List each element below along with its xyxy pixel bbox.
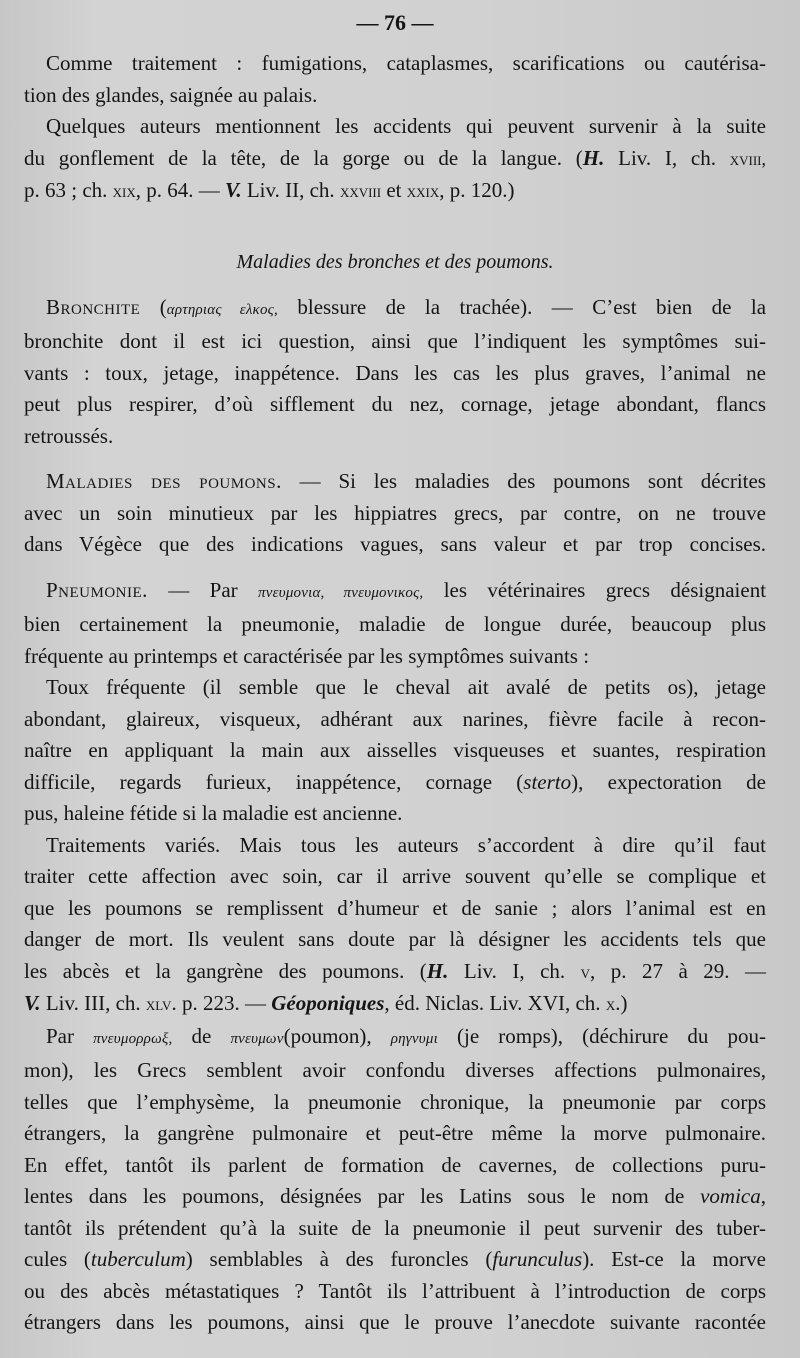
text-line: traiter cette affection avec soin, car il arrive souvent qu’elle se complique et <box>24 864 766 888</box>
text-line: retroussés. <box>24 423 114 448</box>
roman-numeral: v <box>580 961 591 982</box>
text-line <box>46 1021 766 1056</box>
text-fragment: , <box>760 1184 766 1208</box>
paragraph-pneumorrhoix <box>24 1021 766 1056</box>
text-line: bien certainement la pneumonie, maladie de longue durée, beaucoup plus <box>24 612 766 636</box>
text-fragment: cules ( <box>24 1247 91 1271</box>
text-line <box>24 1244 766 1276</box>
text-fragment: . p. 223. — <box>171 991 272 1015</box>
paragraph-traitements-cont <box>24 861 766 1021</box>
latin-term: tuberculum <box>90 1247 186 1271</box>
paragraph-maladies-poumons <box>24 466 766 498</box>
text-fragment: — Par <box>168 577 238 602</box>
paragraph-pneumonie-cont <box>24 609 766 672</box>
text-fragment: .) <box>615 991 628 1015</box>
text-fragment: (je romps), (déchirure du pou- <box>457 1023 766 1048</box>
text-line: fréquente au printemps et caractérisée par les symptômes suivants : <box>24 643 590 668</box>
greek-term: πνευμορρωξ, <box>93 1030 173 1047</box>
text-line: En effet, tantôt ils parlent de formation de cavernes, de collections puru- <box>24 1152 766 1177</box>
text-fragment: blessure de la trachée). — C’est bien de la <box>297 294 767 319</box>
text-line: peut plus respirer, d’où sifflement du nez, cornage, jetage abondant, flancs <box>24 392 766 416</box>
section-title: Maladies des bronches et des poumons. <box>236 250 554 273</box>
roman-numeral: x <box>605 994 616 1014</box>
text-line: tantôt ils prétendent qu’à la suite de la pneumonie il peut survenir des tuber- <box>24 1215 766 1240</box>
latin-term: vomica <box>700 1184 761 1208</box>
text-line: abondant, glaireux, visqueux, adhérant aux narines, fièvre facile à recon- <box>24 706 766 731</box>
source-abbrev: H. <box>426 958 449 983</box>
text-fragment: Par <box>46 1023 74 1048</box>
text-line: pus, haleine fétide si la maladie est ancienne. <box>24 801 403 825</box>
text-line: Comme traitement : fumigations, cataplasmes, scarifications ou cautérisa- <box>46 51 766 75</box>
roman-numeral: xlv <box>145 994 172 1014</box>
roman-numeral: xix <box>112 181 136 201</box>
paragraph-accidents-cont <box>24 143 766 208</box>
paragraph-symptoms <box>24 672 766 704</box>
paragraph-pneumorrhoix-cont <box>24 1055 766 1339</box>
text-fragment: de <box>191 1023 212 1048</box>
text-line: Toux fréquente (il semble que le cheval ait avalé de petits os), jetage <box>46 675 766 699</box>
text-fragment: p. 63 ; ch. <box>24 178 113 202</box>
text-line: mon), les Grecs semblent avoir confondu diverses affections pulmonaires, <box>24 1058 766 1082</box>
text-fragment: , p. 27 à 29. — <box>590 958 766 983</box>
text-fragment: ) semblables à des furoncles ( <box>185 1247 493 1271</box>
greek-term: πνευμονια, πνευμονικος, <box>258 584 424 601</box>
text-fragment: ), expectoration de <box>571 769 767 794</box>
text-line: dans Végèce que des indications vagues, sans valeur et par trop concises. <box>24 532 766 556</box>
paragraph-treatment-cont <box>24 80 766 112</box>
text-fragment: difficile, regards furieux, inappétence, cornage ( <box>24 769 524 794</box>
text-fragment: , p. 64. — <box>135 178 226 202</box>
text-fragment: ). Est-ce la morve <box>582 1247 766 1271</box>
paragraph-symptoms-cont <box>24 704 766 830</box>
text-line: ou des abcès métastatiques ? Tantôt ils l’attribuent à l’introduction de corps <box>24 1278 766 1303</box>
paragraph-treatment <box>24 48 766 80</box>
page-number: — 76 — <box>356 10 434 35</box>
text-fragment: du gonflement de la tête, de la gorge ou de la langue. ( <box>24 145 583 170</box>
source-abbrev: V. <box>225 178 242 202</box>
text-fragment: , éd. Niclas. Liv. XVI, ch. <box>384 991 606 1015</box>
text-line: tion des glandes, saignée au palais. <box>24 82 318 107</box>
text-line <box>24 988 766 1021</box>
text-line: étrangers, la gangrène pulmonaire et peut-être même la morve pulmonaire. <box>24 1121 766 1145</box>
text-line: Traitements variés. Mais tous les auteurs s’accordent à dire qu’il faut <box>46 832 766 857</box>
greek-term: πνευμων <box>230 1030 284 1047</box>
text-line <box>24 1181 766 1213</box>
text-line: bronchite dont il est ici question, ainsi que l’indiquent les symptômes sui- <box>24 329 766 353</box>
text-fragment: lentes dans les poumons, désignées par les Latins sous le nom de <box>24 1184 701 1208</box>
source-title: Géoponiques <box>271 991 385 1015</box>
text-line <box>24 767 766 799</box>
text-fragment: Liv. II, ch. <box>241 178 340 202</box>
greek-term: αρτηριας ελκος, <box>166 301 278 318</box>
text-line: naître en appliquant la main aux aisselles visqueuses et suantes, respiration <box>24 738 766 762</box>
text-fragment: Liv. I, ch. <box>448 958 581 983</box>
text-fragment: (poumon), <box>283 1023 372 1048</box>
text-fragment: les vétérinaires grecs désignaient <box>443 577 767 602</box>
text-line <box>24 956 766 989</box>
text-fragment: — Si les maladies des poumons sont décrites <box>299 469 766 493</box>
entry-term: Bronchite <box>46 294 141 319</box>
latin-term: sterto <box>523 769 572 794</box>
latin-term: furunculus <box>492 1247 583 1271</box>
text-line: telles que l’emphysème, la pneumonie chronique, la pneumonie par corps <box>24 1089 766 1114</box>
text-line <box>46 466 766 498</box>
source-abbrev: V. <box>24 991 41 1015</box>
text-line: avec un soin minutieux par les hippiatres grecs, par contre, on ne trouve <box>24 500 766 525</box>
text-line <box>46 575 766 610</box>
text-line: Bronchite (αρτηριας ελκος, blessure de la trachée). — C’est bien de la <box>46 294 767 319</box>
text-line: Quelques auteurs mentionnent les accidents qui peuvent survenir à la suite <box>46 114 766 138</box>
source-abbrev: H. <box>582 145 605 170</box>
text-fragment: et <box>381 178 407 202</box>
paragraph-accidents <box>24 111 766 143</box>
text-line: que les poumons se remplissent d’humeur et de sanie ; alors l’animal est en <box>24 895 766 920</box>
entry-term: Pneumonie. <box>46 577 148 602</box>
entry-term: Maladies des poumons. <box>46 469 282 493</box>
paragraph-bronchite-cont <box>24 326 766 452</box>
text-line: vants : toux, jetage, inappétence. Dans les cas les plus graves, l’animal ne <box>24 360 766 385</box>
roman-numeral: xxix <box>406 181 440 201</box>
roman-numeral: xviii, <box>729 148 766 169</box>
text-fragment: les abcès et la gangrène des poumons. ( <box>24 958 427 983</box>
text-fragment: Liv. III, ch. <box>40 991 146 1015</box>
paragraph-bronchite <box>24 292 766 327</box>
text-line <box>24 175 766 208</box>
text-line <box>24 143 766 176</box>
roman-numeral: xxviii <box>339 181 382 201</box>
paragraph-maladies-poumons-cont <box>24 498 766 561</box>
paragraph-traitements <box>24 830 766 862</box>
greek-term: ρηγνυμι <box>390 1030 438 1047</box>
text-line: étrangers dans les poumons, ainsi que le prouve l’anecdote suivante racontée <box>24 1310 766 1334</box>
text-fragment: , p. 120.) <box>439 178 515 202</box>
text-line: danger de mort. Ils veulent sans doute par là désigner les accidents tels que <box>24 927 766 951</box>
text-fragment: Liv. I, ch. <box>604 145 730 170</box>
paragraph-pneumonie <box>24 575 766 610</box>
